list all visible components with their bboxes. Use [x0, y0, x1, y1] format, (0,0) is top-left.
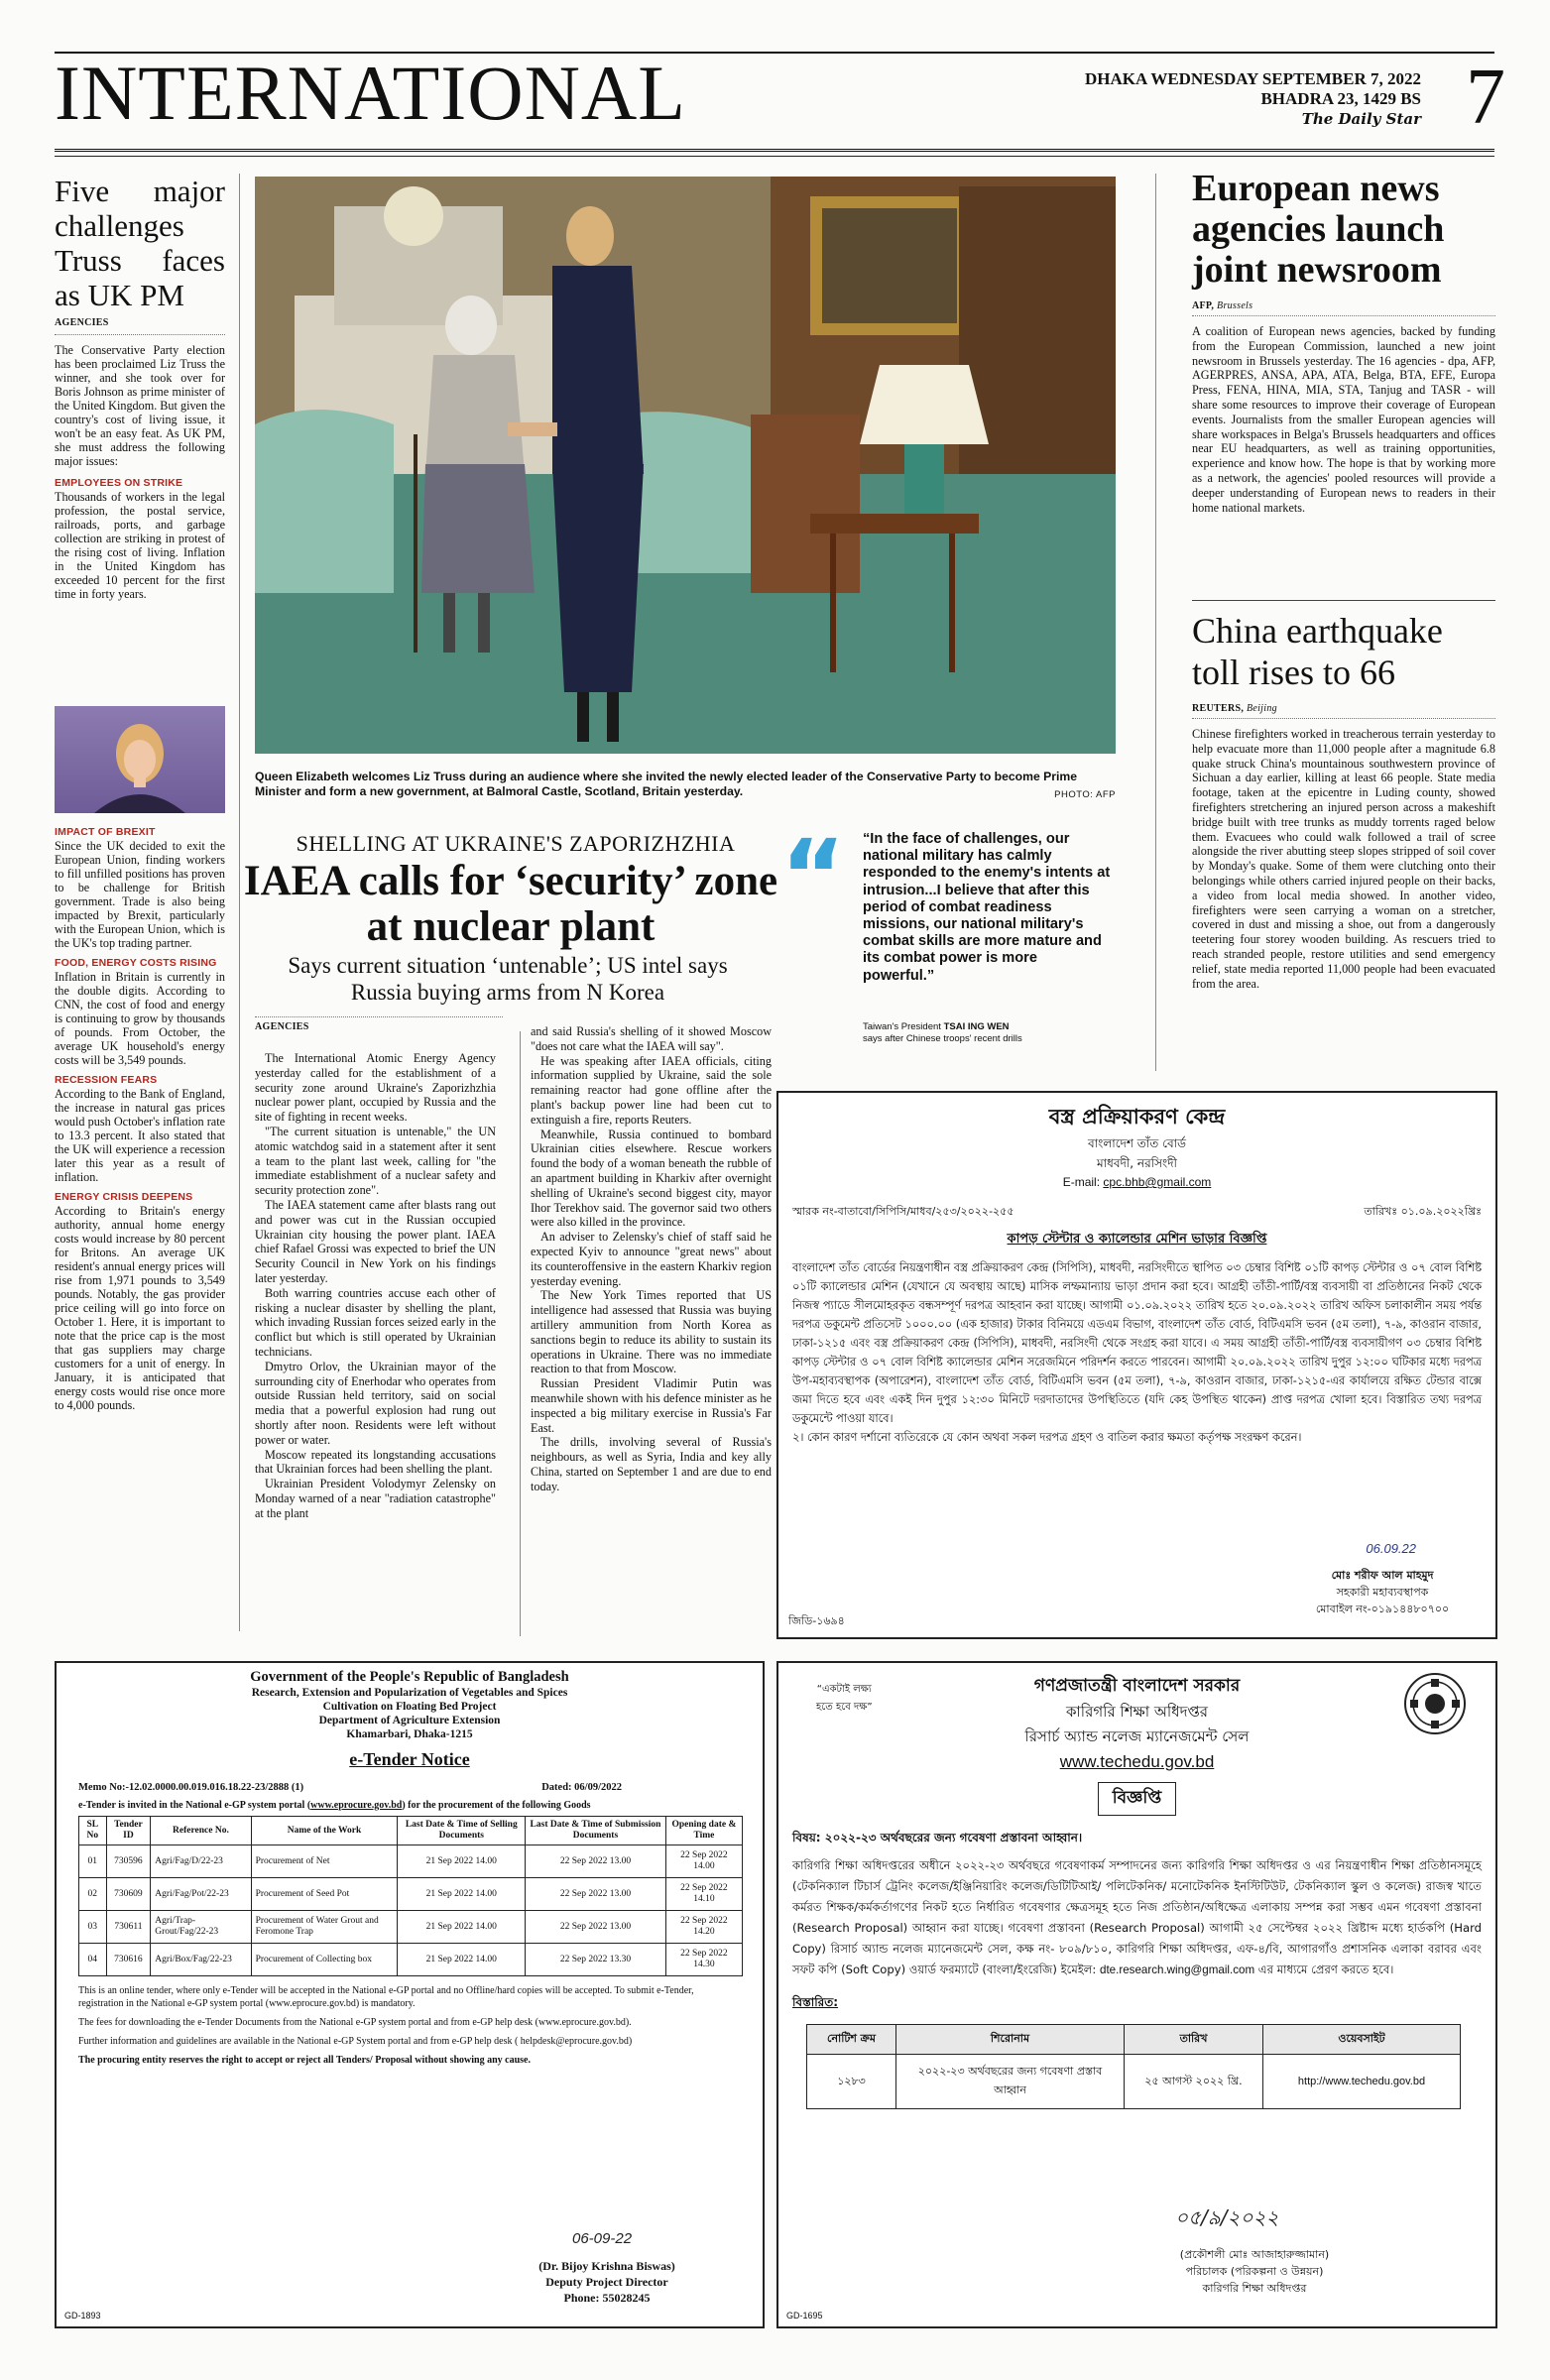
iaea-byline-rule	[255, 1016, 503, 1017]
truss-text-energy: According to Britain's energy authority, annual home energy costs would increase by 80 percent for Britons. An average UK resident's annual energy prices will rise from 1,971 pounds to 3,549 pounds. Notably, the gas provider price ceiling will go into force on October 1. Here, it is important to note that the price cap is the most that gas suppliers may charge customers for a unit of energy. In January, it is anticipated that energy costs would rise once more to 4,000 pounds.	[55, 1204, 225, 1412]
ad-tender-dated: Dated: 06/09/2022	[541, 1782, 622, 1793]
tender-cell: 22 Sep 2022 14.30	[665, 1944, 742, 1976]
ad-textile-org: বাংলাদেশ তাঁত বোর্ড	[1088, 1136, 1186, 1150]
ad-tender-signer: (Dr. Bijoy Krishna Biswas)	[538, 2259, 675, 2273]
tender-cell: Procurement of Collecting box	[251, 1944, 398, 1976]
tender-cell: Agri/Fag/D/22-23	[151, 1845, 251, 1878]
truss-text-costs: Inflation in Britain is currently in the double digits. According to CNN, the cost of food and energy is continuing to grow by thousands of pounds. From October, the average UK household's energy costs will be 3,549 pounds.	[55, 970, 225, 1067]
ad-tender-memo-row	[57, 1770, 763, 1793]
ad-techedu-subject: বিষয়: ২০২২-২৩ অর্থবছরের জন্য গবেষণা প্রস্তাবনা আহ্বান।	[792, 1831, 1083, 1844]
ad-techedu-dept: কারিগরি শিক্ষা অধিদপ্তর	[1065, 1703, 1209, 1721]
iaea-deck: Says current situation ‘untenable’; US intel says Russia buying arms from N Korea	[288, 953, 728, 1005]
tender-cell: 03	[79, 1911, 107, 1944]
ad-tender-invite	[57, 1793, 763, 1812]
masthead-bottom-rule	[55, 149, 1494, 152]
main-photo	[255, 177, 1116, 754]
china-headline: China earthquake toll rises to 66	[1192, 611, 1443, 692]
iaea-para: Both warring countries accuse each other of risking a nuclear disaster by shelling the plant, which invading Russian forces seized early in the conflict but which is still operated by Ukrainian technicians.	[255, 1285, 496, 1359]
ad-textile-note: ২। কোন কারণ দর্শানো ব্যতিরেকে যে কোন অথবা সকল দরপত্র গ্রহণ ও বাতিল করার ক্ষমতা কর্তৃপক্ষ সংরক্ষণ করেন।	[792, 1431, 1302, 1444]
tender-col-header: Name of the Work	[251, 1817, 398, 1845]
ad-textile-email-label: E-mail:	[1062, 1175, 1104, 1189]
ad-techedu-office: কারিগরি শিক্ষা অধিদপ্তর	[1202, 2282, 1307, 2295]
tender-cell: 21 Sep 2022 14.00	[398, 1911, 526, 1944]
tender-cell: 22 Sep 2022 14.10	[665, 1878, 742, 1911]
column-rule	[1155, 174, 1156, 1071]
ad-tender-phone: Phone: 55028245	[563, 2291, 651, 2305]
tender-cell: Procurement of Seed Pot	[251, 1878, 398, 1911]
ad-techedu-body-pre: কারিগরি শিক্ষা অধিদপ্তরের অধীনে ২০২২-২৩ অর্থবছরে গবেষণাকর্ম সম্পাদনের জন্য কারিগরি শিক্ষা অধিদপ্তর ও এর নিয়ন্ত্রণাধীন শিক্ষা প্রতিষ্ঠানসমূহে (টেকনিক্যাল টিচার্স ট্রেনিং কলেজ/ইঞ্জিনিয়ারিং কলেজ/ডিটিটিআই/ পলিটেকনিক/ মনোটেকনিক ইনস্টিটিউট, টেকনিক্যাল স্কুল ও কলেজ) রাজস্ব খাতে কর্মরত শিক্ষক/কর্মকর্তাগণের নিকট হতে নির্ধারিত গবেষণার ক্ষেত্রসমূহ হতে নিজ প্রতিষ্ঠান/অধিক্ষেত্র এলাকায় সম্পন্ন করা সম্ভব এমন গবেষণা প্রস্তাবনা (Research Proposal) আহ্বান করা যাচ্ছে। গবেষণা প্রস্তাবনা (Research Proposal) আগামী ২৫ সেপ্টেম্বর ২০২২ খ্রিষ্টাব্দ মধ্যে হার্ডকপি (Hard Copy) রিসার্চ অ্যান্ড নলেজ ম্যানেজমেন্ট সেল, কক্ষ নং- ৮০৯/৮১০, কারিগরি শিক্ষা অধিদপ্তর, এফ-৪/বি, আগারগাঁও প্রশাসনিক এলাকা বরাবর এবং সফট কপি (Soft Copy) ওয়ার্ড ফরম্যাটে (বাংলা/ইংরেজি) ইমেইল:	[792, 1858, 1482, 1976]
europe-byline	[1192, 300, 1495, 316]
tender-cell: 22 Sep 2022 13.30	[526, 1944, 666, 1976]
photo-credit: PHOTO: AFP	[1054, 789, 1116, 800]
ad-textile-email-line	[778, 1175, 1495, 1189]
tender-cell: Procurement of Net	[251, 1845, 398, 1878]
ad-techedu-motto	[816, 1681, 873, 1717]
techedu-logo-icon	[1404, 1673, 1466, 1734]
iaea-para: The drills, involving several of Russia's neighbours, as well as Syria, India and key ally China, started on September 1 and are due to end today.	[531, 1435, 772, 1493]
iaea-para: An adviser to Zelensky's chief of staff said he expected Kyiv to announce "great news" about its counteroffensive in the eastern Kharkiv region yesterday evening.	[531, 1230, 772, 1288]
truss-sub-costs: FOOD, ENERGY COSTS RISING	[55, 957, 217, 969]
ad-tender-designation: Deputy Project Director	[545, 2275, 668, 2289]
truss-sub-energy: ENERGY CRISIS DEEPENS	[55, 1191, 193, 1203]
truss-headline: Five major challenges Truss faces as UK PM	[55, 174, 225, 312]
ad-tender-dept: Department of Agriculture Extension	[318, 1715, 501, 1726]
tender-cell: 21 Sep 2022 14.00	[398, 1944, 526, 1976]
techedu-cell: ২৫ আগস্ট ২০২২ খ্রি.	[1125, 2055, 1263, 2109]
ad-textile-mobile: মোবাইল নং-০১৯১৪৪৮০৭০০	[1315, 1603, 1450, 1615]
ad-tender-invite-link[interactable]: www.eprocure.gov.bd	[310, 1800, 403, 1811]
tender-cell: 730596	[106, 1845, 151, 1878]
tender-col-header: Reference No.	[151, 1817, 251, 1845]
ad-tender-signer-block	[483, 2258, 731, 2306]
tender-table	[78, 1816, 743, 1976]
ad-tender-note1: This is an online tender, where only e-Tender will be accepted in the National e-GP portal and no Offline/hard copies will be accepted. To submit e-Tender, registration in the National e-GP system portal (www.eprocure.gov.bd) is mandatory.	[78, 1985, 694, 2009]
ad-techedu-email[interactable]: dte.research.wing@gmail.com	[1100, 1964, 1255, 1976]
tender-cell: 02	[79, 1878, 107, 1911]
techedu-cell: ১২৮৩	[807, 2055, 896, 2109]
truss-text-strike: Thousands of workers in the legal profession, the postal service, railroads, ports, and garbage collection are striking in protest of the rising cost of living. Inflation in the United Kingdom has exceeded 10 percent for the first time in forty years.	[55, 490, 225, 601]
pull-quote: “In the face of challenges, our national military has calmly responded to the enemy's intents at intrusion...I believe that after this period of combat readiness missions, our national military's combat skills are more mature and its combat power is more powerful.”	[863, 831, 1111, 984]
ad-textile-signature: 06.09.22	[1366, 1541, 1416, 1556]
ad-techedu-notice: বিজ্ঞপ্তি	[1098, 1782, 1176, 1816]
tender-cell: 21 Sep 2022 14.00	[398, 1878, 526, 1911]
ad-e-tender	[55, 1661, 765, 2328]
story-divider	[1192, 600, 1495, 601]
truss-story-cont	[55, 825, 225, 1412]
truss-text-brexit: Since the UK decided to exit the European Union, finding workers to fill unfilled positions has proven to be challenge for British government. Trade is also being impacted by Brexit, particularly with the European Union, which is the UK's top trading partner.	[55, 839, 225, 950]
truss-story	[55, 174, 225, 601]
tender-cell: Agri/Box/Fag/22-23	[151, 1944, 251, 1976]
tender-col-header: Last Date & Time of Submission Documents	[526, 1817, 666, 1845]
ad-techedu-body	[778, 1849, 1495, 1980]
iaea-para: The IAEA statement came after blasts rang out and power was cut in the Russian occupied Ukrainian city housing the power plant. IAEA chief Rafael Grossi was expected to brief the UN Security Council in New York on his findings later yesterday.	[255, 1197, 496, 1285]
table-row	[79, 1878, 743, 1911]
europe-story	[1192, 169, 1495, 515]
europe-byline-place: Brussels	[1214, 300, 1253, 311]
iaea-para: "The current situation is untenable," the UN atomic watchdog said in a statement after it sent a team to the plant last week, calling for "the immediate establishment of a nuclear safety and security protection zone".	[255, 1124, 496, 1198]
quote-attribution-suffix: says after Chinese troops' recent drills	[863, 1033, 1022, 1044]
ad-techedu-motto-2: হতে হবে দক্ষ”	[816, 1702, 873, 1713]
techedu-col-header: শিরোনাম	[896, 2025, 1125, 2055]
ad-tender-project: Research, Extension and Popularization of Vegetables and Spices	[251, 1687, 568, 1699]
section-title: INTERNATIONAL	[55, 50, 686, 136]
tender-cell: Procurement of Water Grout and Feromone Trap	[251, 1911, 398, 1944]
ad-textile-signer: মোঃ শরীফ আল মাহমুদ	[1331, 1569, 1434, 1582]
tender-cell: 21 Sep 2022 14.00	[398, 1845, 526, 1878]
ad-textile-email[interactable]: cpc.bhb@gmail.com	[1103, 1175, 1212, 1189]
ad-tender-signature: 06-09-22	[572, 2230, 633, 2247]
ad-techedu-signer-block	[1106, 2246, 1403, 2297]
tender-table-body	[79, 1845, 743, 1976]
page-number: 7	[1466, 54, 1505, 141]
tender-col-header: Opening date & Time	[665, 1817, 742, 1845]
quote-mark-icon: “	[780, 818, 846, 934]
tender-cell: Agri/Fag/Pot/22-23	[151, 1878, 251, 1911]
ad-textile-subject: কাপড় স্টেন্টার ও ক্যালেন্ডার মেশিন ভাড়ার বিজ্ঞপ্তি	[1007, 1232, 1267, 1247]
techedu-col-header: তারিখ	[1125, 2025, 1263, 2055]
table-row	[79, 1845, 743, 1878]
ad-techedu-signer: (প্রকৌশলী মোঃ আজাহারুজ্জামান)	[1179, 2248, 1330, 2261]
iaea-para: Ukrainian President Volodymyr Zelensky on Monday warned of a near "radiation catastrophe" at the plant	[255, 1477, 496, 1520]
europe-body: A coalition of European news agencies, backed by funding from the European Commission, launched a new joint newsroom in Brussels yesterday. The 16 agencies - dpa, AFP, AGERPRES, ANSA, APA, ATA, Belga, BTA, EFE, Europa Press, FENA, HINA, MIA, STA, Tanjug and TASR - will share some resources to improve their coverage of European events. Journalists from the smaller European agencies will share workspaces in Belga's Brussels headquarters and offices near EU headquarters, as well as training opportunities, experience and know how. The hope is that by working more as a network, the agencies' pooled resources will provide a deeper understanding of European news to readers in their home national markets.	[1192, 324, 1495, 515]
paper-name: The Daily Star	[1301, 110, 1421, 128]
ad-tender-memo: Memo No:-12.02.0000.00.019.016.18.22-23/2888 (1)	[78, 1782, 304, 1793]
iaea-para: The New York Times reported that US intelligence had assessed that Russia was buying artillery ammunition from North Korea as sanctions begin to reduce its ability to sustain its operations in Ukraine. There was no immediate reaction to that from Moscow.	[531, 1288, 772, 1376]
ad-textile-memo-row	[778, 1189, 1495, 1222]
techedu-col-header: নোটিশ ক্রম	[807, 2025, 896, 2055]
iaea-para: He was speaking after IAEA officials, citing information supplied by Ukraine, said the sole remaining reactor had gone offline after the plant's backup power line had been cut to extinguish a fire, reports Reuters.	[531, 1053, 772, 1127]
truss-sub-recession: RECESSION FEARS	[55, 1074, 158, 1086]
tender-col-header: SL No	[79, 1817, 107, 1845]
ad-textile-body: বাংলাদেশ তাঁত বোর্ডের নিয়ন্ত্রণাধীন বস্ত্র প্রক্রিয়াকরণ কেন্দ্র (সিপিসি), মাধবদী, নরসিংদীতে স্থাপিত ০৩ চেম্বার বিশিষ্ট ০১টি কাপড় স্টেন্টার ও ০৭ বোল বিশিষ্ট ০১টি ক্যালেন্ডার মেশিন (যেখানে যে অবস্থায় আছে) মাসিক লম্ফমান্যায় ভাড়া প্রদান করা হবে। আগ্রহী তাঁতী-পার্টি/বস্ত্র ব্যবসায়ী বা প্রতিষ্ঠানের নিকট থেকে নিজস্ব প্যাডে সীলমোহরকৃত বন্ধসম্পূর্ণ দরপত্র আহবান করা যাচ্ছে। আগামী ০১.০৯.২০২২ তারিখ হতে ২০.০৯.২০২২ তারিখ অফিস চলাকালীন সময় পর্যন্ত দরপত্র ডকুমেন্ট প্রতিসেট ১০০০.০০ (এক হাজার) টাকার বিনিময়ে এডএম বিভাগ, বাংলাদেশ তাঁত বোর্ড, বিটিএমসি ভবন (৫ম তলা), ৭-৯, কাওরান বাজার, ঢাকা-১২১৫ এবং বস্ত্র প্রক্রিয়াকরণ কেন্দ্র (সিপিসি), মাধবদী, নরসিংদী থেকে সংগ্রহ করা যাবে। এ সময় আগ্রহী তাঁতী-পার্টি/বস্ত্র ব্যবসায়ীগণ ০৩ চেম্বার বিশিষ্ট কাপড় স্টেন্টার ও ০৭ বোল বিশিষ্ট ক্যালেন্ডার মেশিন সরেজমিনে পরিদর্শন করতে পারবেন। আগামী ২০.০৯.২০২২ তারিখ দুপুর ১২:০০ ঘটিকার মধ্যে দরপত্র উপ-মহাব্যবস্থাপক (অপারেশন), বাংলাদেশ তাঁত বোর্ড, বিটিএমসি ভবন (৫ম তলা), ৭-৯, কাওরান বাজার, ঢাকা-১২১৫-এর কার্যালয়ে রক্ষিত টেন্ডার বাক্সে জমা দিতে হবে এবং একই দিন দুপুর ১২:৩০ মিনিটে দরদাতাদের উপস্থিতিতে (যদি কেহ উপস্থিত থাকেন) প্রাপ্ত দরপত্র খোলা হবে। বিস্তারিত তথ্য দরপত্র ডকুমেন্টে পাওয়া যাবে।	[792, 1261, 1482, 1425]
ad-tender-gov: Government of the People's Republic of Bangladesh	[250, 1669, 569, 1685]
tender-cell: 22 Sep 2022 13.00	[526, 1878, 666, 1911]
iaea-col-2	[531, 1024, 772, 1494]
ad-textile-title: বস্ত্র প্রক্রিয়াকরণ কেন্দ্র	[1048, 1105, 1226, 1129]
ad-techedu-motto-1: “একটাই লক্ষ্য	[816, 1684, 872, 1695]
tender-cell: 22 Sep 2022 14.20	[665, 1911, 742, 1944]
iaea-para: Moscow repeated its longstanding accusations that Ukrainian forces had been shelling the plant.	[255, 1447, 496, 1477]
iaea-para: The International Atomic Energy Agency yesterday called for the establishment of a security zone around Ukraine's Zaporizhzhia nuclear power plant, occupied by Russia and the site of fighting in recent weeks.	[255, 1051, 496, 1125]
techedu-cell: ২০২২-২৩ অর্থবছরের জন্য গবেষণা প্রস্তাব আহ্বান	[896, 2055, 1125, 2109]
china-story	[1192, 610, 1495, 991]
ad-techedu-website[interactable]: www.techedu.gov.bd	[1059, 1752, 1215, 1771]
ad-tender-note4: The procuring entity reserves the right to accept or reject all Tenders/ Proposal without showing any cause.	[78, 2055, 531, 2066]
ad-tender-invite-post: ) for the procurement of the following Goods	[402, 1800, 591, 1811]
table-row	[807, 2055, 1461, 2109]
ad-tender-note2: The fees for downloading the e-Tender Documents from the National e-GP system portal and from e-GP help desk (www.eprocure.gov.bd).	[78, 2017, 632, 2028]
ad-techedu-cell: রিসার্চ অ্যান্ড নলেজ ম্যানেজমেন্ট সেল	[1024, 1727, 1250, 1745]
iaea-kicker: SHELLING AT UKRAINE'S ZAPORIZHZHIA	[296, 831, 736, 856]
bengali-date: BHADRA 23, 1429 BS	[1260, 89, 1421, 108]
tender-table-header	[79, 1817, 743, 1845]
truss-sub-strike: EMPLOYEES ON STRIKE	[55, 477, 183, 489]
truss-intro: The Conservative Party election has been proclaimed Liz Truss the winner, and she took over for Boris Johnson as prime minister of the United Kingdom. But given the country's cost of living issue, it won't be an easy feat. As UK PM, she must address the following major issues:	[55, 343, 225, 468]
china-byline-agency: REUTERS,	[1192, 703, 1245, 714]
quote-attribution	[863, 1021, 1111, 1045]
ad-techedu-designation: পরিচালক (পরিকল্পনা ও উন্নয়ন)	[1185, 2265, 1324, 2278]
tender-cell: 04	[79, 1944, 107, 1976]
techedu-cell-link[interactable]: http://www.techedu.gov.bd	[1263, 2055, 1461, 2109]
ad-textile-signer-block	[1283, 1567, 1482, 1617]
china-byline-place: Beijing	[1244, 703, 1277, 714]
ad-tender-address: Khamarbari, Dhaka-1215	[346, 1728, 473, 1740]
tender-col-header: Last Date & Time of Selling Documents	[398, 1817, 526, 1845]
ad-textile-code: জিডি-১৬৯৪	[788, 1614, 845, 1627]
techedu-table	[806, 2024, 1461, 2109]
techedu-col-header: ওয়েবসাইট	[1263, 2025, 1461, 2055]
ad-techedu	[776, 1661, 1497, 2328]
ad-techedu-details: বিস্তারিত:	[792, 1995, 839, 2009]
iaea-para: Russian President Vladimir Putin was meanwhile shown with his defence minister as he inspected a big military exercise in Russia's Far East.	[531, 1376, 772, 1435]
china-body: Chinese firefighters worked in treacherous terrain yesterday to help evacuate more than 11,000 people after a magnitude 6.8 quake struck China's mountainous southwestern province of Sichuan a day earlier, killing at least 66 people. State media footage, taken at the epicentre in Luding county, showed firefighters stretchering an injured person across a makeshift bridge built with tree trunks as muddy torrents raged below them. Evacuees who could walk followed a trail of scree alongside the river abutting steep slopes stripped of soil cover by Monday's quake. Some of them were clutching onto their belongings while others carried injured people on their backs, a video from local media showed. In another video, firefighters were seen carrying a woman on a stretcher, covered in dust and missing a shoe, out from a dangerously teetering four storey wooden building. As rescuers tried to reach stranded people, restore utilities and send emergency relief, state media reported 11,000 people had been evacuated from the area.	[1192, 727, 1495, 991]
ad-tender-code: GD-1893	[64, 2311, 101, 2320]
tender-cell: Agri/Trap-Grout/Fag/22-23	[151, 1911, 251, 1944]
table-row	[79, 1911, 743, 1944]
europe-byline-agency: AFP,	[1192, 300, 1215, 311]
europe-headline: European news agencies launch joint newsroom	[1192, 168, 1445, 291]
masthead-bottom-rule-thin	[55, 156, 1494, 157]
ad-techedu-gov: গণপ্রজাতন্ত্রী বাংলাদেশ সরকার	[1033, 1676, 1241, 1696]
quote-attribution-name: TSAI ING WEN	[943, 1021, 1010, 1032]
iaea-headline: IAEA calls for ‘security’ zone at nuclear plant	[243, 858, 778, 950]
ad-techedu-body-post: এর মাধ্যমে প্রেরণ করতে হবে।	[1254, 1963, 1394, 1976]
iaea-byline: AGENCIES	[255, 1021, 309, 1032]
tender-cell: 730616	[106, 1944, 151, 1976]
tender-cell: 22 Sep 2022 14.00	[665, 1845, 742, 1878]
ad-tender-invite-pre: e-Tender is invited in the National e-GP system portal (	[78, 1800, 311, 1811]
ad-textile-place: মাধবদী, নরসিংদী	[1097, 1156, 1177, 1170]
tender-cell: 22 Sep 2022 13.00	[526, 1845, 666, 1878]
techedu-table-header	[807, 2025, 1461, 2055]
date-block	[1085, 69, 1421, 129]
iaea-col-1	[255, 1051, 496, 1521]
ad-tender-project2: Cultivation on Floating Bed Project	[322, 1701, 497, 1713]
ad-tender-note3: Further information and guidelines are available in the National e-GP System portal and from e-GP help desk ( helpdesk@eprocure.gov.bd)	[78, 2036, 633, 2047]
tender-cell: 730611	[106, 1911, 151, 1944]
ad-tender-title: e-Tender Notice	[349, 1749, 470, 1769]
iaea-para: Dmytro Orlov, the Ukrainian mayor of the surrounding city of Enerhodar who operates from outside Russian held territory, said on social media that a powerful explosion had rung out shortly after noon. Residents were left without power or water.	[255, 1359, 496, 1447]
date-line: DHAKA WEDNESDAY SEPTEMBER 7, 2022	[1085, 69, 1421, 88]
ad-textile-designation: সহকারী মহাব্যবস্থাপক	[1336, 1586, 1429, 1599]
tender-col-header: Tender ID	[106, 1817, 151, 1845]
ad-textile-memo: স্মারক নং-বাতাবো/সিপিসি/মাধব/২৫৩/২০২২-২৫৫	[792, 1205, 1014, 1218]
truss-sub-brexit: IMPACT OF BREXIT	[55, 826, 156, 838]
table-row	[79, 1944, 743, 1976]
column-rule	[520, 1031, 521, 1636]
tender-cell: 01	[79, 1845, 107, 1878]
ad-textile-date: তারিখঃ ০১.০৯.২০২২খ্রিঃ	[1364, 1205, 1482, 1218]
ad-techedu-signature: ০৫/৯/২০২২	[1175, 2205, 1279, 2229]
quote-attribution-prefix: Taiwan's President	[863, 1021, 944, 1032]
tender-cell: 730609	[106, 1878, 151, 1911]
iaea-para: and said Russia's shelling of it showed Moscow "does not care what the IAEA will say".	[531, 1024, 772, 1053]
liz-truss-portrait	[55, 706, 225, 813]
truss-byline: AGENCIES	[55, 316, 225, 335]
tender-cell: 22 Sep 2022 13.00	[526, 1911, 666, 1944]
iaea-para: Meanwhile, Russia continued to bombard Ukrainian cities elsewhere. Rescue workers found the body of a woman beneath the rubble of an apartment building in Kharkiv after overnight shelling of Ukraine's second biggest city, mayor Ihor Terekhov said. The governor said two others were also killed in the province.	[531, 1127, 772, 1230]
ad-textile-processing	[776, 1091, 1497, 1639]
photo-caption: Queen Elizabeth welcomes Liz Truss during an audience where she invited the newly elected leader of the Conservative Party to become Prime Minister and form a new government, at Balmoral Castle, Scotland, Britain yesterday.	[255, 770, 1078, 798]
ad-techedu-code: GD-1695	[786, 2311, 823, 2320]
ad-techedu-notice-wrap	[778, 1782, 1495, 1816]
column-rule	[239, 174, 240, 1631]
truss-text-recession: According to the Bank of England, the increase in natural gas prices would push October's inflation rate to 13.3 percent. It also stated that the UK will experience a recession later this year as a result of inflation.	[55, 1087, 225, 1184]
china-byline	[1192, 703, 1495, 719]
